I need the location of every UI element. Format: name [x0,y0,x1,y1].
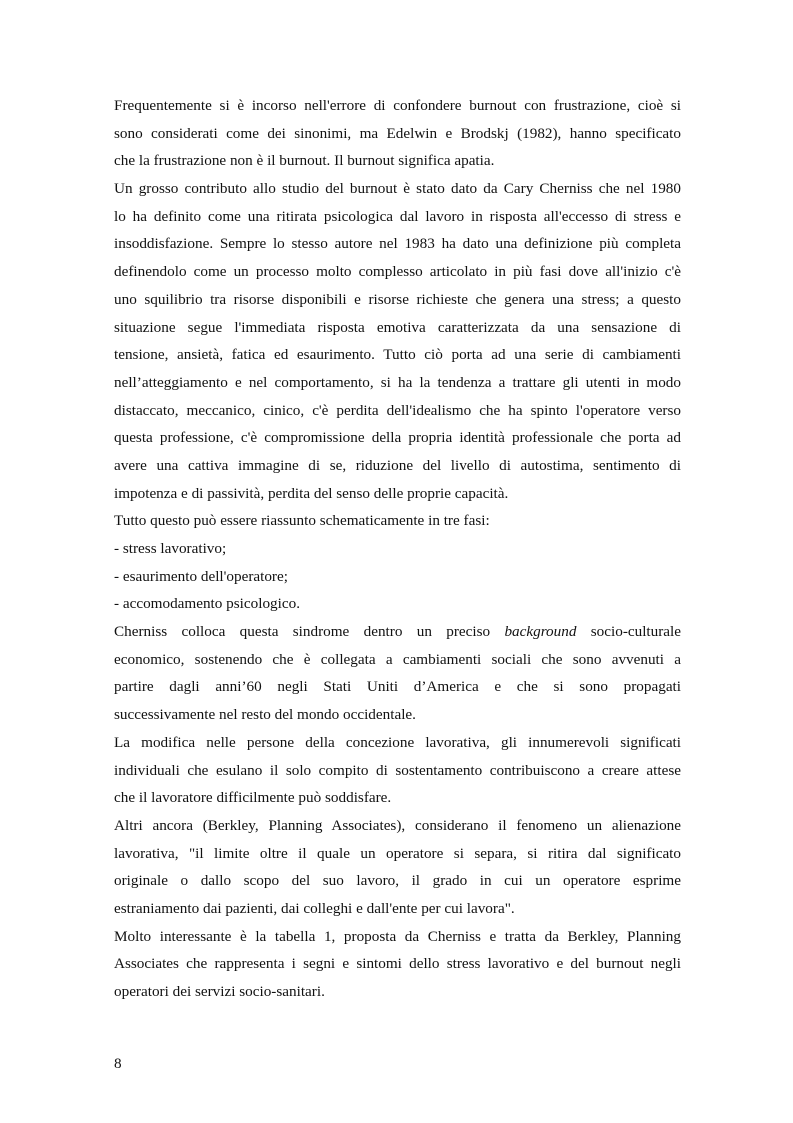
paragraph-burnout-frustration [114,92,681,175]
text-line: partire dagli anni’60 negli Stati Uniti d’America e che si sono propagati [114,678,681,696]
text-line: lo ha definito come una ritirata psicologica dal lavoro in risposta all'eccesso di stress e [114,207,681,225]
text-line: operatori dei servizi socio-sanitari. [114,983,325,1000]
page-number: 8 [114,1055,122,1072]
text-line: Associates che rappresenta i segni e sintomi dello stress lavorativo e del burnout negli [114,955,681,973]
text-line: individuali che esulano il solo compito di sostentamento contribuiscono a creare attese [114,761,681,779]
text-line: estraniamento dai pazienti, dai colleghi e dall'ente per cui lavora". [114,899,515,917]
paragraph-work-conception [114,729,681,812]
text-line: successivamente nel resto del mondo occidentale. [114,706,416,724]
text-line: sono considerati come dei sinonimi, ma Edelwin e Brodskj (1982), hanno specificato [114,124,681,142]
text-run: socio-culturale [590,623,682,641]
text-line: uno squilibrio tra risorse disponibili e risorse richieste che genera una stress; a questo [114,290,681,308]
text-line: La modifica nelle persone della concezione lavorativa, gli innumerevoli significati [114,733,681,751]
text-line: impotenza e di passività, perdita del senso delle proprie capacità. [114,484,509,502]
text-line: tensione, ansietà, fatica ed esaurimento. Tutto ciò porta ad una serie di cambiamenti [114,346,681,364]
body-text [114,92,681,1006]
phases-intro: Tutto questo può essere riassunto schematicamente in tre fasi: [114,512,490,530]
text-line: Altri ancora (Berkley, Planning Associates), considerano il fenomeno un alienazione [114,816,681,834]
text-line: Molto interessante è la tabella 1, proposta da Cherniss e tratta da Berkley, Planning [114,927,681,945]
text-line: avere una cattiva immagine di se, riduzione del livello di autostima, sentimento di [114,456,681,474]
text-run: Cherniss colloca questa sindrome dentro un preciso [114,623,491,641]
text-line: originale o dallo scopo del suo lavoro, il grado in cui un operatore esprime [114,872,681,890]
text-line: situazione segue l'immediata risposta emotiva caratterizzata da una sensazione di [114,318,681,336]
text-line: Frequentemente si è incorso nell'errore di confondere burnout con frustrazione, cioè si [114,97,681,114]
text-line: nell’atteggiamento e nel comportamento, si ha la tendenza a trattare gli utenti in modo [114,373,681,391]
list-item: - stress lavorativo; [114,540,227,557]
list-item: - accomodamento psicologico. [114,595,300,613]
paragraph-background [114,618,681,729]
text-line: questa professione, c'è compromissione della propria identità professionale che porta ad [114,429,681,447]
text-line: economico, sostenendo che è collegata a cambiamenti sociali che sono avvenuti a [114,650,681,668]
text-line: lavorativa, "il limite oltre il quale un operatore si separa, si ritira dal significato [114,844,681,862]
text-line: distaccato, meccanico, cinico, c'è perdita dell'idealismo che ha spinto l'operatore verso [114,401,681,419]
text-line: che il lavoratore difficilmente può soddisfare. [114,789,392,807]
emphasis-background: background [504,623,577,641]
text-line: che la frustrazione non è il burnout. Il burnout significa apatia. [114,152,495,170]
paragraph-alienation [114,812,681,923]
text-line: Un grosso contributo allo studio del burnout è stato dato da Cary Cherniss che nel 1980 [114,180,681,198]
paragraph-cherniss-definition [114,175,681,507]
text-line: insoddisfazione. Sempre lo stesso autore nel 1983 ha dato una definizione più completa [114,235,681,253]
paragraph-table-reference [114,923,681,1006]
list-item: - esaurimento dell'operatore; [114,567,288,585]
text-line [114,618,681,646]
text-line: definendolo come un processo molto complesso articolato in più fasi dove all'inizio c'è [114,263,681,281]
